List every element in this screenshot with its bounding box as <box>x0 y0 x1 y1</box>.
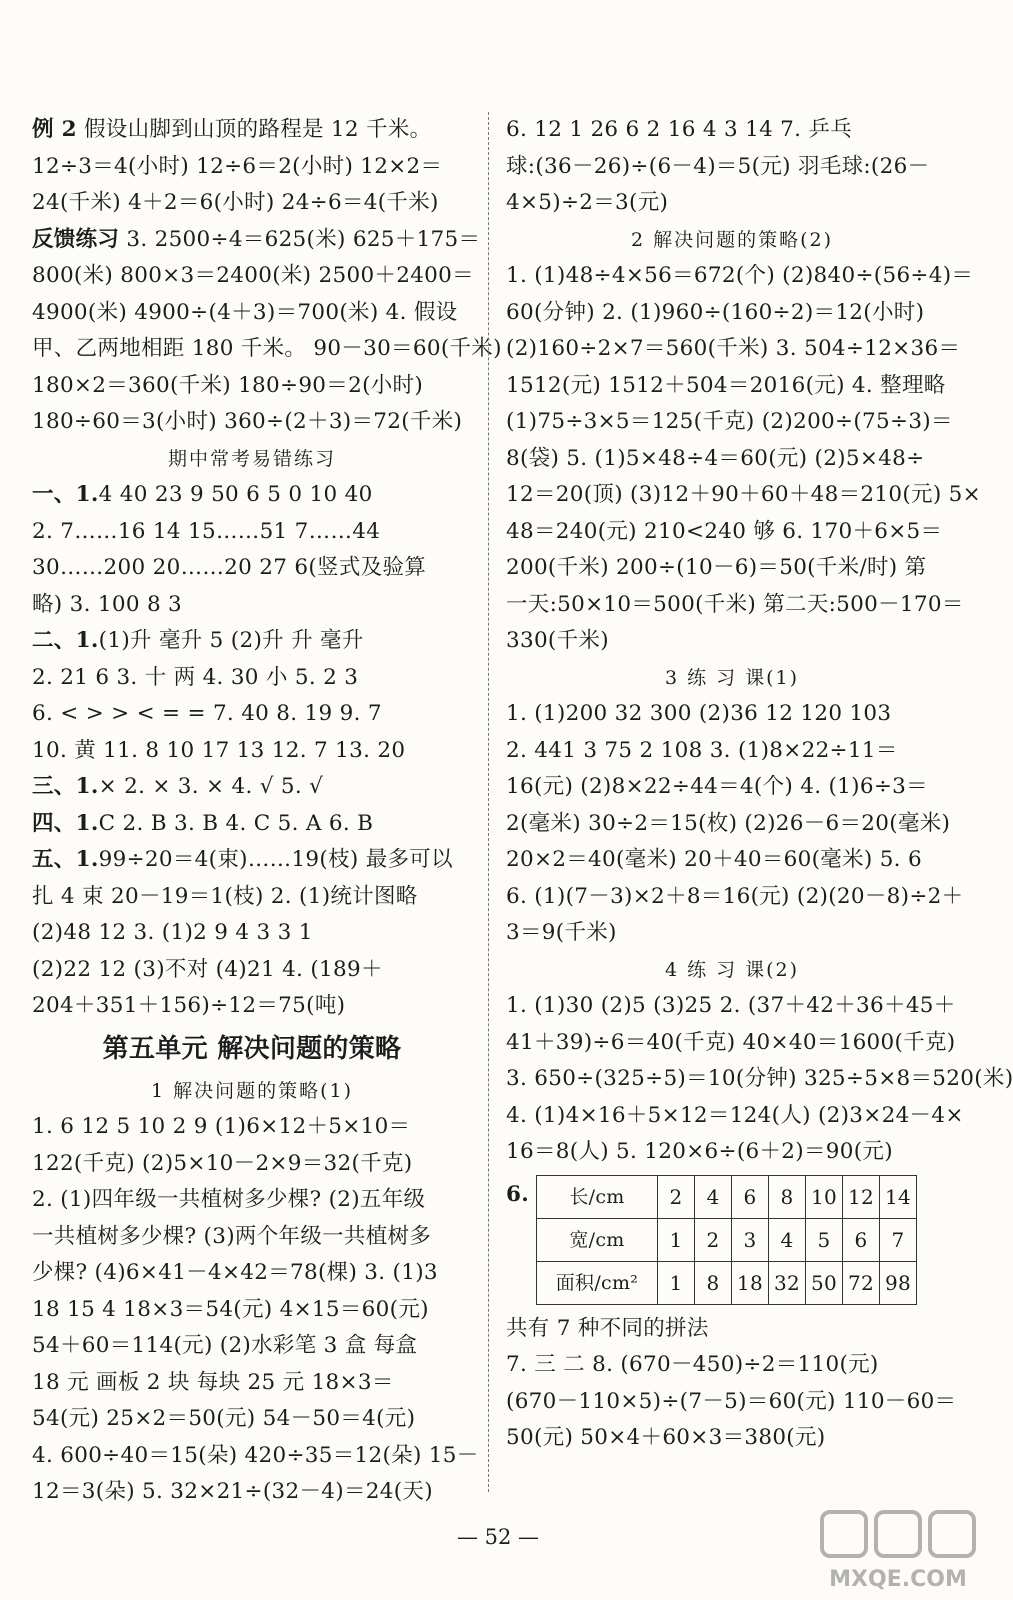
table-cell: 1 <box>658 1261 695 1304</box>
answer-line <box>32 1219 472 1256</box>
area-table-block <box>506 1175 958 1305</box>
answer-text: 3＝9(千米) <box>506 920 617 945</box>
table-cell: 12 <box>843 1175 880 1218</box>
answer-text: × 2. × 3. × 4. √ 5. √ <box>98 774 324 799</box>
answer-line <box>32 696 472 733</box>
answer-text: 8(袋) 5. (1)5×48÷4＝60(元) (2)5×48÷ <box>506 445 925 471</box>
answer-line <box>506 915 958 952</box>
answer-text: 2(毫米) 30÷2＝15(枚) (2)26－6＝20(毫米) <box>506 810 951 836</box>
answer-line <box>506 988 958 1025</box>
answer-line <box>506 1061 1013 1098</box>
answer-line <box>32 550 472 587</box>
answer-line <box>32 1292 472 1329</box>
answer-line <box>32 1365 472 1402</box>
answer-line <box>32 952 472 989</box>
answer-line <box>32 368 472 405</box>
answer-text: 18 元 画板 2 块 每块 25 元 18×3＝ <box>32 1369 394 1395</box>
answer-text: 1. 6 12 5 10 2 9 (1)6×12＋5×10＝ <box>32 1114 411 1139</box>
answer-line <box>506 185 958 222</box>
answer-text: 18 15 4 18×3＝54(元) 4×15＝60(元) <box>32 1296 429 1322</box>
answer-line <box>506 696 958 733</box>
answer-text: 甲、乙两地相距 180 千米。 90－30＝60(千米) <box>32 336 502 361</box>
answer-text: (670－110×5)÷(7－5)＝60(元) 110－60＝ <box>506 1388 957 1414</box>
answer-line <box>32 915 472 952</box>
answer-text: (2)48 12 3. (1)2 9 4 3 3 1 <box>32 920 313 945</box>
answer-line <box>32 404 472 441</box>
answer-line <box>32 879 472 916</box>
answer-line <box>506 587 964 624</box>
answer-line <box>32 514 472 551</box>
table-cell: 4 <box>695 1175 732 1218</box>
answer-text: (1)75÷3×5＝125(千克) (2)200÷(75÷3)＝ <box>506 409 953 434</box>
answer-line <box>32 295 472 332</box>
table-cell: 6 <box>843 1218 880 1261</box>
answer-line <box>32 331 502 368</box>
table-cell: 8 <box>769 1175 806 1218</box>
table-cell: 1 <box>658 1218 695 1261</box>
table-cell: 8 <box>695 1261 732 1304</box>
answer-line <box>32 1401 472 1438</box>
row-header-cell: 面积/cm² <box>537 1261 658 1304</box>
section-heading: 期中常考易错练习 <box>167 447 336 470</box>
answer-line <box>32 660 472 697</box>
table-row <box>537 1218 917 1261</box>
answer-line <box>32 769 472 806</box>
table-cell: 5 <box>806 1218 843 1261</box>
answer-line <box>506 295 958 332</box>
answer-line <box>32 587 472 624</box>
bold-label: 五、1. <box>32 847 99 872</box>
answer-line <box>506 1347 958 1384</box>
table-cell: 4 <box>769 1218 806 1261</box>
answer-text: 4900(米) 4900÷(4＋3)＝700(米) 4. 假设 <box>32 299 458 325</box>
answer-text: C 2. B 3. B 4. C 5. A 6. B <box>98 810 374 836</box>
area-table <box>536 1175 917 1305</box>
answer-line <box>32 222 481 259</box>
answer-text: 16＝8(人) 5. 120×6÷(6＋2)＝90(元) <box>506 1139 893 1164</box>
table-cell: 32 <box>769 1261 806 1304</box>
answer-line <box>506 550 958 587</box>
table-cell: 50 <box>806 1261 843 1304</box>
answer-text: 球:(36－26)÷(6－4)＝5(元) 羽毛球:(26－ <box>506 153 930 179</box>
column-divider <box>488 112 489 1492</box>
answer-line <box>506 331 961 368</box>
answer-line <box>506 368 958 405</box>
answer-text: 204＋351＋156)÷12＝75(吨) <box>32 993 346 1018</box>
bold-label: 例 2 <box>32 117 77 142</box>
answer-text: 12＝3(朵) 5. 32×21÷(32－4)＝24(天) <box>32 1479 433 1504</box>
answer-text: 1. (1)48÷4×56＝672(个) (2)840÷(56÷4)＝ <box>506 263 974 288</box>
unit-title: 第五单元 解决问题的策略 <box>102 1033 402 1064</box>
answer-line <box>32 733 472 770</box>
answer-line <box>506 769 958 806</box>
answer-text: 99÷20＝4(束)……19(枝) 最多可以 <box>98 847 453 872</box>
answer-line <box>506 1384 958 1421</box>
question-number: 6. <box>506 1181 530 1207</box>
answer-text: 16(元) (2)8×22÷44＝4(个) 4. (1)6÷3＝ <box>506 774 928 799</box>
section-heading: 2 解决问题的策略(2) <box>630 228 834 251</box>
answer-line <box>32 1474 472 1511</box>
answer-text: (2)160÷2×7＝560(千米) 3. 504÷12×36＝ <box>506 336 961 361</box>
answer-text: 54(元) 25×2＝50(元) 54－50＝4(元) <box>32 1406 416 1431</box>
answer-line <box>506 1311 958 1348</box>
answer-text: (1)升 毫升 5 (2)升 升 毫升 <box>98 628 364 653</box>
table-cell: 2 <box>658 1175 695 1218</box>
answer-line <box>32 112 472 149</box>
table-cell: 14 <box>880 1175 917 1218</box>
answer-text: 41＋39)÷6＝40(千克) 40×40＝1600(千克) <box>506 1029 956 1055</box>
answer-text: 2. (1)四年级一共植树多少棵? (2)五年级 <box>32 1187 426 1212</box>
answer-line <box>32 1255 472 1292</box>
answer-text: 6. < > > < = = 7. 40 8. 19 9. 7 <box>32 701 382 726</box>
answer-line <box>32 1109 472 1146</box>
answer-text: 6. (1)(7－3)×2＋8＝16(元) (2)(20－8)÷2＋ <box>506 883 964 909</box>
answer-line <box>506 1134 958 1171</box>
answer-text: (2)22 12 (3)不对 (4)21 4. (189＋ <box>32 956 383 982</box>
answer-text: 180÷60＝3(小时) 360÷(2＋3)＝72(千米) <box>32 409 463 434</box>
section-heading: 4 练 习 课(2) <box>664 958 800 981</box>
answer-line <box>32 1328 472 1365</box>
answer-text: 2. 7……16 14 15……51 7……44 <box>32 518 381 544</box>
answer-line <box>32 477 472 514</box>
svg-text:MXQE.COM: MXQE.COM <box>829 1567 967 1592</box>
answer-text: 180×2＝360(千米) 180÷90＝2(小时) <box>32 372 424 398</box>
answer-text: 2. 21 6 3. 十 两 4. 30 小 5. 2 3 <box>32 664 359 690</box>
answer-text: 330(千米) <box>506 628 609 653</box>
table-cell: 2 <box>695 1218 732 1261</box>
answer-text: 4. (1)4×16＋5×12＝124(人) (2)3×24－4× <box>506 1102 964 1128</box>
table-cell: 3 <box>732 1218 769 1261</box>
section-heading: 3 练 习 课(1) <box>664 666 800 689</box>
answer-text: 60(分钟) 2. (1)960÷(160÷2)＝12(小时) <box>506 299 925 325</box>
answer-text: 200(千米) 200÷(10－6)＝50(千米/时) 第 <box>506 555 927 580</box>
answer-line <box>506 514 958 551</box>
answer-text: 50(元) 50×4＋60×3＝380(元) <box>506 1425 826 1450</box>
answer-line <box>506 842 958 879</box>
bold-label: 反馈练习 <box>32 226 120 252</box>
answer-line <box>32 1146 472 1183</box>
answer-line <box>32 1438 479 1475</box>
answer-text: 54＋60＝114(元) (2)水彩笔 3 盒 每盒 <box>32 1333 418 1358</box>
answer-line <box>506 112 958 149</box>
answer-text: 20×2＝40(毫米) 20＋40＝60(毫米) 5. 6 <box>506 847 922 872</box>
bold-label: 二、1. <box>32 628 99 653</box>
answer-text: 略) 3. 100 8 3 <box>32 591 183 617</box>
page-number: — 52 — <box>456 1525 540 1549</box>
table-cell: 18 <box>732 1261 769 1304</box>
answer-line <box>506 1025 958 1062</box>
row-header-cell: 宽/cm <box>537 1218 658 1261</box>
answer-text: 1512(元) 1512＋504＝2016(元) 4. 整理略 <box>506 372 946 398</box>
answer-line <box>506 1098 964 1135</box>
watermark-logo <box>818 1506 978 1596</box>
answer-text: 1. (1)200 32 300 (2)36 12 120 103 <box>506 701 892 726</box>
table-row <box>537 1261 917 1304</box>
answer-line <box>506 404 958 441</box>
table-row <box>537 1175 917 1218</box>
answer-text: 1. (1)30 (2)5 (3)25 2. (37＋42＋36＋45＋ <box>506 993 956 1018</box>
answer-text: 共有 7 种不同的拼法 <box>506 1315 709 1341</box>
answer-line <box>506 441 958 478</box>
answer-line <box>506 477 981 514</box>
answer-line <box>32 842 472 879</box>
table-cell: 6 <box>732 1175 769 1218</box>
answer-line <box>506 149 958 186</box>
answer-line <box>32 258 472 295</box>
table-cell: 10 <box>806 1175 843 1218</box>
answer-text: 12＝20(顶) (3)12＋90＋60＋48＝210(元) 5× <box>506 482 981 507</box>
bold-label: 四、1. <box>32 810 99 836</box>
answer-text: 一天:50×10＝500(千米) 第二天:500－170＝ <box>506 591 964 617</box>
table-cell: 7 <box>880 1218 917 1261</box>
answer-text: 6. 12 1 26 6 2 16 4 3 14 7. 乒乓 <box>506 117 853 142</box>
answer-text: 少棵? (4)6×41－4×42＝78(棵) 3. (1)3 <box>32 1260 438 1285</box>
answer-line <box>506 879 964 916</box>
right-column <box>506 112 1013 1457</box>
answer-line <box>32 623 472 660</box>
answer-line <box>32 806 472 843</box>
answer-text: 4×5)÷2＝3(元) <box>506 190 669 215</box>
answer-line <box>506 1420 958 1457</box>
answer-text: 48＝240(元) 210<240 够 6. 170＋6×5＝ <box>506 518 943 544</box>
answer-text: 800(米) 800×3＝2400(米) 2500＋2400＝ <box>32 263 474 288</box>
answer-text: 3. 650÷(325÷5)＝10(分钟) 325÷5×8＝520(米) <box>506 1066 1013 1091</box>
answer-line <box>506 806 958 843</box>
table-cell: 98 <box>880 1261 917 1304</box>
table-cell: 72 <box>843 1261 880 1304</box>
answer-line <box>506 733 958 770</box>
answer-text: 10. 黄 11. 8 10 17 13 12. 7 13. 20 <box>32 737 406 763</box>
answer-line <box>32 149 472 186</box>
bold-label: 一、1. <box>32 482 99 507</box>
answer-line <box>32 988 472 1025</box>
answer-text: 12÷3＝4(小时) 12÷6＝2(小时) 12×2＝ <box>32 153 443 179</box>
answer-line <box>506 623 958 660</box>
answer-text: 3. 2500÷4＝625(米) 625＋175＝ <box>119 226 481 252</box>
answer-text: 4. 600÷40＝15(朵) 420÷35＝12(朵) 15－ <box>32 1442 479 1468</box>
answer-text: 24(千米) 4＋2＝6(小时) 24÷6＝4(千米) <box>32 190 439 215</box>
left-column <box>32 112 502 1511</box>
answer-text: 4 40 23 9 50 6 5 0 10 40 <box>98 482 373 507</box>
answer-line <box>506 258 974 295</box>
answer-text: 扎 4 束 20－19＝1(枝) 2. (1)统计图略 <box>32 883 418 909</box>
answer-text: 一共植树多少棵? (3)两个年级一共植树多 <box>32 1223 432 1249</box>
answer-text: 122(千克) (2)5×10－2×9＝32(千克) <box>32 1150 413 1176</box>
bold-label: 三、1. <box>32 774 99 799</box>
answer-text: 假设山脚到山顶的路程是 12 千米。 <box>76 117 432 142</box>
section-heading: 1 解决问题的策略(1) <box>150 1079 354 1102</box>
answer-line <box>32 1182 472 1219</box>
answer-line <box>32 185 472 222</box>
answer-text: 7. 三 二 8. (670－450)÷2＝110(元) <box>506 1352 879 1377</box>
row-header-cell: 长/cm <box>537 1175 658 1218</box>
answer-text: 30……200 20……20 27 6(竖式及验算 <box>32 555 427 580</box>
answer-text: 2. 441 3 75 2 108 3. (1)8×22÷11＝ <box>506 737 898 763</box>
